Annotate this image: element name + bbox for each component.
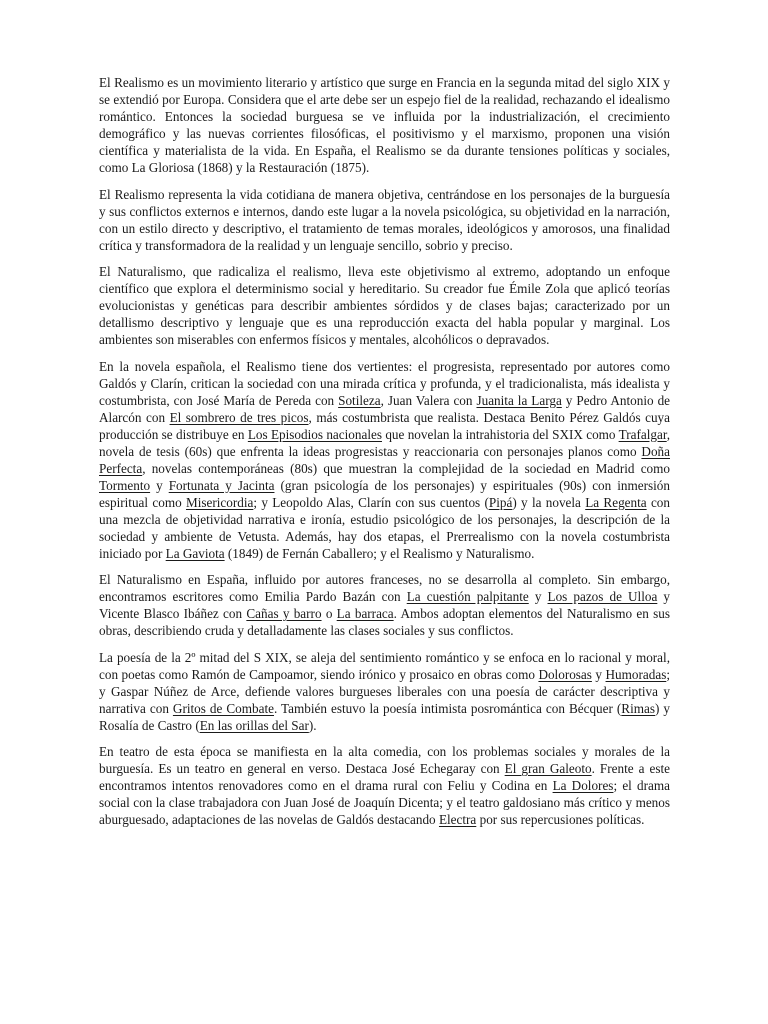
text-run: que novelan la intrahistoria del SXIX como bbox=[381, 426, 619, 442]
text-run: (gran psicología de los personajes) y espirituales (90s) con inmersión espiritual como bbox=[99, 477, 670, 510]
text-run: , Juan Valera con bbox=[380, 392, 477, 408]
text-run: y bbox=[591, 666, 606, 682]
work-title: La cuestión palpitante bbox=[406, 589, 529, 604]
text-run: . También estuvo la poesía intimista posromántica con Bécquer ( bbox=[273, 700, 622, 716]
work-title: Pipá bbox=[488, 494, 513, 510]
text-run: y bbox=[150, 477, 169, 493]
paragraph-3 bbox=[99, 263, 670, 348]
paragraph-6 bbox=[99, 649, 670, 734]
text-run: con una mezcla de objetividad narrativa e ironía, estudio psicológico de los personajes, la descripción de la sociedad y ambiente de Vetusta. Además, hay dos etapas, el Prerrealismo con la novela costumbrista iniciado por bbox=[99, 494, 670, 561]
text-run: El Naturalismo en España, influido por autores franceses, no se desarrolla al completo. Sin embargo, encontramos escritores como Emilia Pardo Bazán con bbox=[99, 572, 670, 604]
work-title: Electra bbox=[438, 812, 477, 827]
text-run: (1849) de Fernán Caballero; y el Realismo y Naturalismo. bbox=[224, 545, 535, 561]
work-title: En las orillas del Sar bbox=[199, 717, 309, 733]
paragraph-2 bbox=[99, 186, 670, 254]
text-run: y Pedro Antonio de Alarcón con bbox=[99, 392, 671, 425]
text-run: ; y Gaspar Núñez de Arce, defiende valores burgueses liberales con una poesía de carácter descriptiva y narrativa con bbox=[99, 666, 670, 716]
paragraph-1 bbox=[99, 74, 670, 176]
text-run: , novelas contemporáneas (80s) que muestran la complejidad de la sociedad en Madrid como bbox=[142, 460, 670, 476]
work-title: Dolorosas bbox=[538, 666, 592, 682]
text-run: ; el drama social con la clase trabajadora con Juan José de Joaquín Dicenta; y el teatro galdosiano más crítico y menos aburguesado, adaptaciones de las novelas de Galdós destacando bbox=[99, 778, 670, 827]
work-title: Cañas y barro bbox=[246, 606, 322, 621]
work-title: Humoradas bbox=[605, 666, 667, 682]
work-title: Doña Perfecta bbox=[99, 443, 670, 476]
text-run: y Vicente Blasco Ibáñez con bbox=[99, 589, 671, 621]
text-run: y bbox=[528, 589, 548, 604]
text-run: En la novela española, el Realismo tiene dos vertientes: el progresista, representado por autores como Galdós y Clarín, critican la sociedad con una mirada crítica y profunda, y el tradicionalista, más idealista y costumbrista, con José María de Pereda con bbox=[99, 358, 670, 408]
work-title: La barraca bbox=[336, 606, 394, 621]
work-title: Los pazos de Ulloa bbox=[547, 589, 658, 604]
work-title: El gran Galeoto bbox=[504, 761, 592, 776]
work-title: Juanita la Larga bbox=[476, 392, 562, 408]
text-run: ). bbox=[308, 717, 317, 733]
document-body bbox=[99, 74, 670, 838]
work-title: La Gaviota bbox=[165, 545, 225, 561]
text-run: El Realismo es un movimiento literario y artístico que surge en Francia en la segunda mitad del siglo XIX y se extendió por Europa. Considera que el arte debe ser un espejo fiel de la realidad, rechazando el idealismo romántico. Entonces la sociedad burguesa se ve influida por la industrialización, el crecimiento demográfico y las nuevas corrientes filosóficas, el positivismo y el marxismo, proponen una visión científica y materialista de la vida. En España, el Realismo se da durante tensiones políticas y sociales, como La Gloriosa (1868) y la Restauración (1875). bbox=[99, 75, 670, 175]
work-title: El sombrero de tres picos bbox=[169, 409, 309, 425]
work-title: Rimas bbox=[621, 700, 655, 716]
text-run: El Realismo representa la vida cotidiana de manera objetiva, centrándose en los personajes de la burguesía y sus conflictos externos e internos, dando este lugar a la novela psicológica, su objetividad en la narración, con un estilo directo y descriptivo, el tratamiento de temas morales, ideológicos y amorosos, una finalidad crítica y transformadora de la realidad y un lenguaje sencillo, sobrio y preciso. bbox=[99, 186, 670, 253]
work-title: La Regenta bbox=[585, 494, 647, 510]
text-run: . Ambos adoptan elementos del Naturalismo en sus obras, describiendo cruda y detalladamente las clases sociales y sus conflictos. bbox=[99, 606, 670, 638]
text-run: La poesía de la 2º mitad del S XIX, se aleja del sentimiento romántico y se enfoca en lo racional y moral, con poetas como Ramón de Campoamor, siendo irónico y prosaico en obras como bbox=[99, 649, 670, 682]
text-run: . Frente a este encontramos intentos renovadores como en el drama rural con Feliu y Codina en bbox=[99, 761, 670, 793]
work-title: La Dolores bbox=[552, 778, 614, 793]
work-title: Sotileza bbox=[338, 392, 381, 408]
work-title: Fortunata y Jacinta bbox=[168, 477, 275, 493]
work-title: Gritos de Combate bbox=[172, 700, 274, 716]
text-run: por sus repercusiones políticas. bbox=[476, 812, 645, 827]
text-run: El Naturalismo, que radicaliza el realismo, lleva este objetivismo al extremo, adoptando un enfoque científico que explora el determinismo social y hereditario. Su creador fue Émile Zola que aplicó teorías evolucionistas y genéticas para describir ambientes sórdidos y de clases bajas; caracterizado por un detallismo descriptivo y lenguaje que es una reproducción exacta del habla popular y marginal. Los ambientes son miserables con enfermos físicos y mentales, alcohólicos o depravados. bbox=[99, 264, 670, 347]
work-title: Tormento bbox=[99, 477, 151, 493]
text-run: ) y Rosalía de Castro ( bbox=[99, 700, 670, 733]
text-run: ) y la novela bbox=[512, 494, 586, 510]
text-run: o bbox=[321, 606, 337, 621]
paragraph-5 bbox=[99, 571, 670, 639]
text-run: ; y Leopoldo Alas, Clarín con sus cuentos ( bbox=[253, 494, 489, 510]
paragraph-7 bbox=[99, 743, 670, 828]
paragraph-4 bbox=[99, 358, 670, 562]
text-run: , novela de tesis (60s) que enfrenta la ideas progresistas y reaccionaria con personajes planos como bbox=[99, 426, 670, 459]
work-title: Trafalgar bbox=[618, 426, 667, 442]
text-run: , más costumbrista que realista. Destaca Benito Pérez Galdós cuya producción se distribuye en bbox=[99, 409, 670, 442]
work-title: Los Episodios nacionales bbox=[247, 426, 382, 442]
work-title: Misericordia bbox=[185, 494, 254, 510]
text-run: En teatro de esta época se manifiesta en la alta comedia, con los problemas sociales y morales de la burguesía. Es un teatro en general en verso. Destaca José Echegaray con bbox=[99, 744, 670, 776]
